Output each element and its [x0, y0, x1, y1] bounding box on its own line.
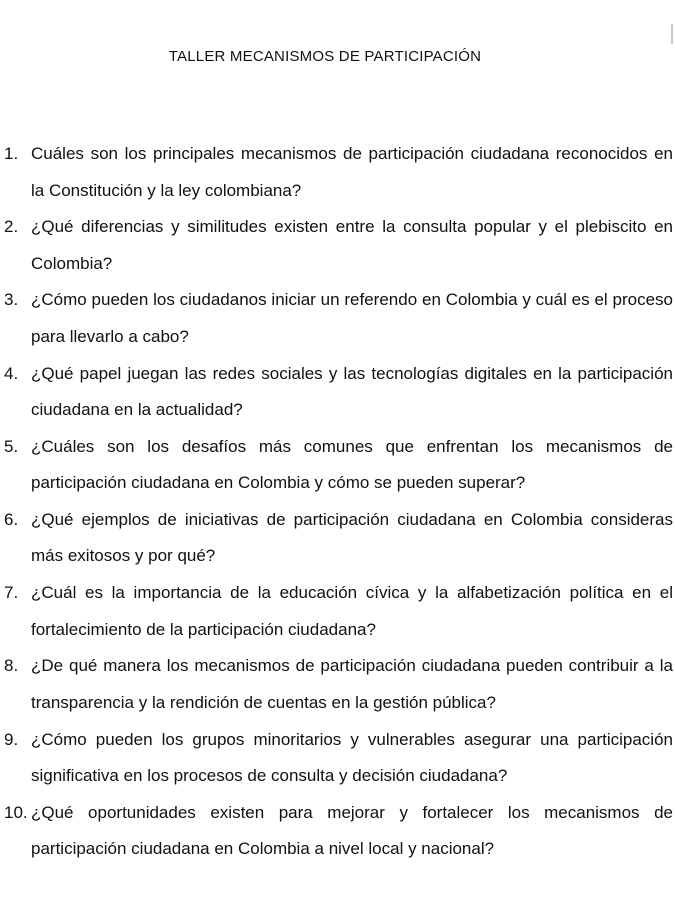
question-text: ¿Qué ejemplos de iniciativas de participación ciudadana en Colombia consideras más exitosos y por qué? — [31, 509, 673, 566]
question-number: 2. — [4, 217, 19, 237]
question-item — [0, 648, 675, 721]
question-text: ¿Cómo pueden los ciudadanos iniciar un referendo en Colombia y cuál es el proceso para llevarlo a cabo? — [31, 290, 673, 346]
question-item — [0, 356, 675, 429]
question-text: ¿Qué papel juegan las redes sociales y las tecnologías digitales en la participación ciudadana en la actualidad? — [31, 363, 673, 420]
question-number: 5. — [4, 436, 19, 456]
question-number: 1. — [4, 144, 19, 163]
question-text: ¿Cómo pueden los grupos minoritarios y vulnerables asegurar una participación significativa en los procesos de consulta y decisión ciudadana? — [31, 729, 673, 785]
question-item — [0, 136, 675, 209]
question-number: 8. — [4, 656, 19, 676]
question-number: 4. — [4, 363, 19, 383]
question-text: ¿De qué manera los mecanismos de participación ciudadana pueden contribuir a la transparencia y la rendición de cuentas en la gestión pública? — [31, 656, 673, 712]
question-number: 9. — [4, 729, 19, 749]
question-item — [0, 209, 675, 282]
text-cursor-marker — [671, 24, 673, 44]
questions-list — [0, 136, 675, 868]
question-number: 7. — [4, 583, 19, 603]
question-text: ¿Qué oportunidades existen para mejorar y fortalecer los mecanismos de participación ciudadana en Colombia a nivel local y nacional? — [31, 802, 673, 859]
question-text: ¿Cuál es la importancia de la educación cívica y la alfabetización política en el fortalecimiento de la participación ciudadana? — [31, 583, 673, 639]
question-item — [0, 282, 675, 355]
question-item — [0, 722, 675, 795]
question-text: Cuáles son los principales mecanismos de participación ciudadana reconocidos en la Constitución y la ley colombiana? — [31, 144, 673, 200]
document-title: TALLER MECANISMOS DE PARTICIPACIÓN — [168, 48, 482, 65]
question-item — [0, 429, 675, 502]
question-number: 3. — [4, 290, 19, 310]
question-item — [0, 795, 675, 868]
question-text: ¿Cuáles son los desafíos más comunes que enfrentan los mecanismos de participación ciudadana en Colombia y cómo se pueden superar? — [31, 436, 673, 493]
question-item — [0, 502, 675, 575]
question-number: 10. — [4, 802, 28, 822]
question-number: 6. — [4, 509, 19, 529]
question-text: ¿Qué diferencias y similitudes existen entre la consulta popular y el plebiscito en Colombia? — [31, 217, 673, 273]
question-item — [0, 575, 675, 648]
